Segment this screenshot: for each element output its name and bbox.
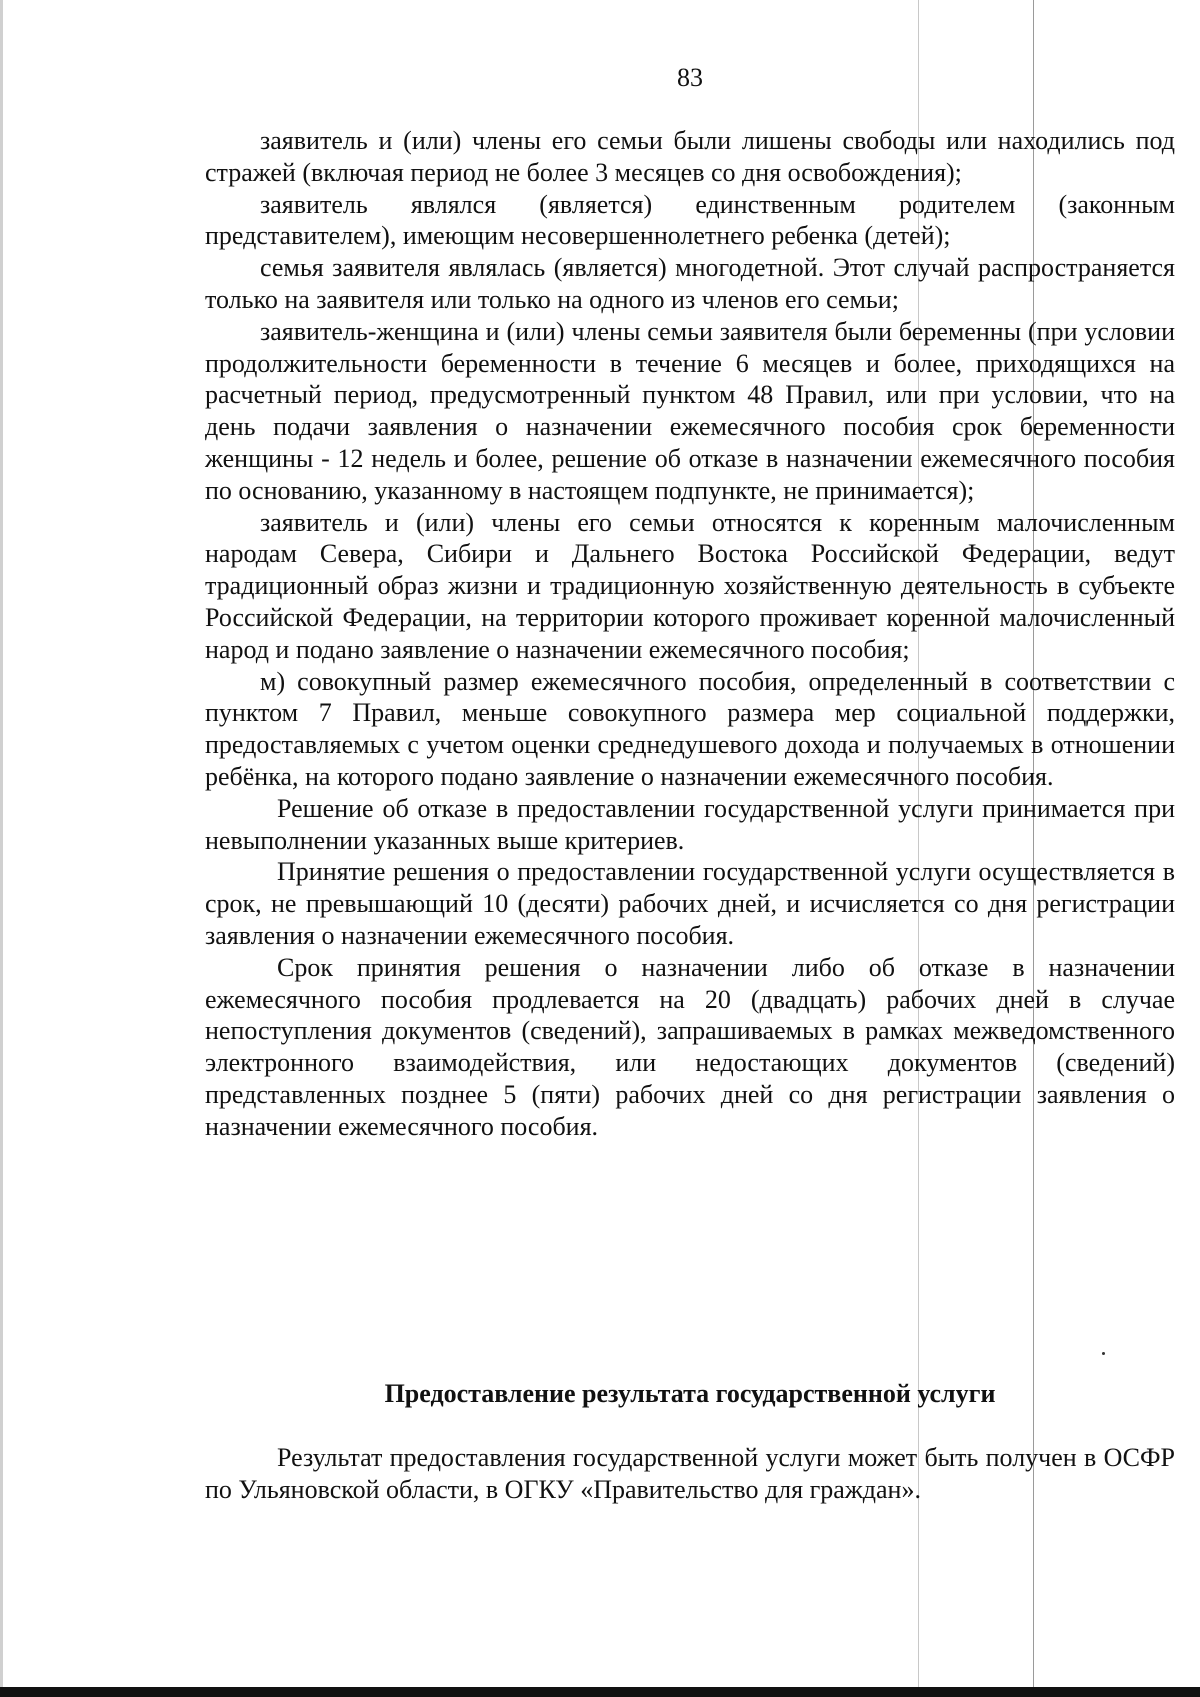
- section-body: [205, 1442, 1175, 1506]
- paragraph-indigenous-peoples: заявитель и (или) члены его семьи относятся к коренным малочисленным народам Севера, Сибири и Дальнего Востока Российской Федерации, ведут традиционный образ жизни и традиционную хозяйственную деятельность в субъекте Российской Федерации, на территории которого проживает коренной малочисленный народ и подано заявление о назначении ежемесячного пособия;: [205, 507, 1175, 664]
- scan-bottom-edge: [0, 1687, 1200, 1697]
- paragraph-item-m: м) совокупный размер ежемесячного пособия, определенный в соответствии с пунктом 7 Правил, меньше совокупного размера мер социальной поддержки, предоставляемых с учетом оценки среднедушевого дохода и получаемых в отношении ребёнка, на которого подано заявление о назначении ежемесячного пособия.: [205, 666, 1175, 791]
- paragraph-imprisonment: заявитель и (или) члены его семьи были лишены свободы или находились под стражей (включая период не более 3 месяцев со дня освобождения);: [205, 126, 1175, 187]
- page-number: 83: [677, 63, 703, 92]
- paragraph-pregnancy: заявитель-женщина и (или) члены семьи заявителя были беременны (при условии продолжительности беременности в течение 6 месяцев и более, приходящихся на расчетный период, предусмотренный пунктом 48 Правил, или при условии, что на день подачи заявления о назначении ежемесячного пособия срок беременности женщины - 12 недель и более, решение об отказе в назначении ежемесячного пособия по основанию, указанному в настоящем подпункте, не принимается);: [205, 316, 1175, 505]
- paragraph-single-parent: заявитель являлся (является) единственным родителем (законным представителем), имеющим несовершеннолетнего ребенка (детей);: [205, 189, 1175, 251]
- paragraph-large-family: семья заявителя являлась (является) многодетной. Этот случай распространяется только на заявителя или только на одного из членов его семьи;: [205, 253, 1175, 314]
- scan-speck: [1102, 1352, 1105, 1355]
- body-text: [205, 125, 1175, 1143]
- section-heading: Предоставление результата государственной услуги: [384, 1379, 996, 1408]
- paragraph-term-extension: Срок принятия решения о назначении либо об отказе в назначении ежемесячного пособия продлевается на 20 (двадцать) рабочих дней в случае непоступления документов (сведений), запрашиваемых в рамках межведомственного электронного взаимодействия, или недостающих документов (сведений) представленных позднее 5 (пяти) рабочих дней со дня регистрации заявления о назначении ежемесячного пособия.: [205, 952, 1175, 1141]
- paragraph-decision-term: Принятие решения о предоставлении государственной услуги осуществляется в срок, не превышающий 10 (десяти) рабочих дней, и исчисляется со дня регистрации заявления о назначении ежемесячного пособия.: [205, 857, 1175, 950]
- scan-left-edge: [0, 0, 3, 1697]
- paragraph-result: Результат предоставления государственной услуги может быть получен в ОСФР по Ульяновской области, в ОГКУ «Правительство для граждан».: [205, 1443, 1175, 1504]
- paragraph-refusal-decision: Решение об отказе в предоставлении государственной услуги принимается при невыполнении указанных выше критериев.: [205, 793, 1175, 855]
